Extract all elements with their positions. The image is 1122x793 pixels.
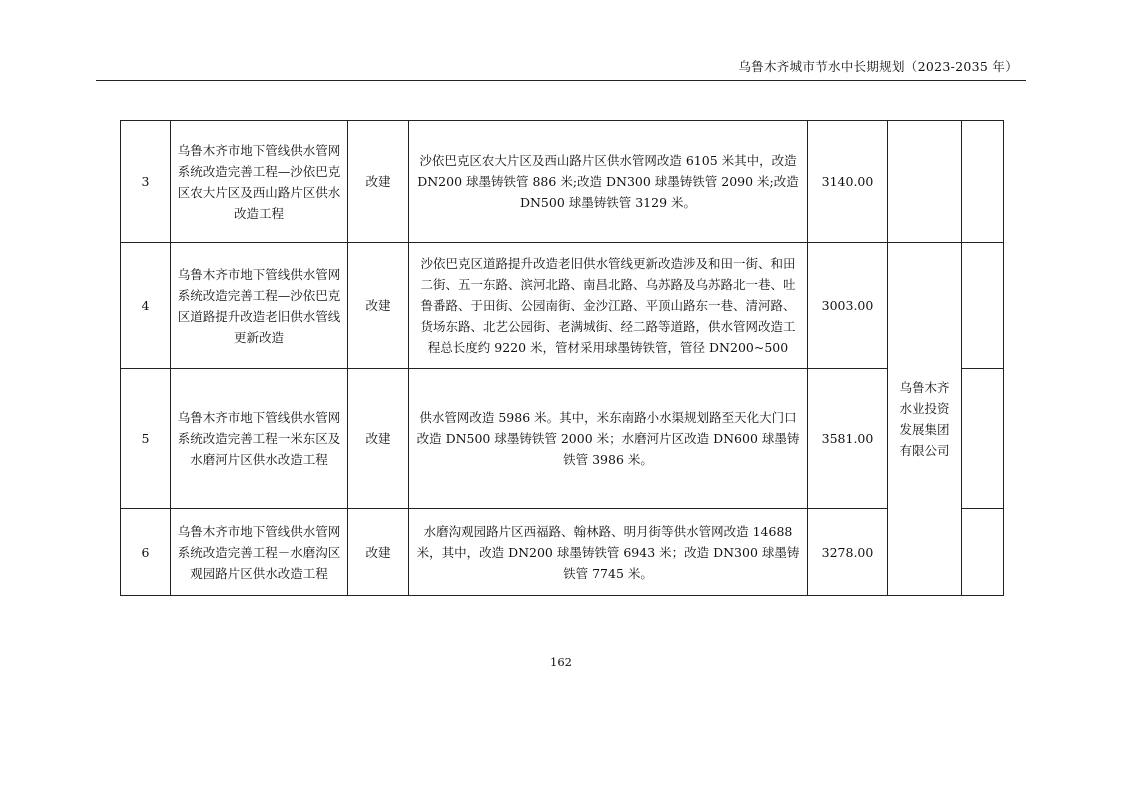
- page-header-title: 乌鲁木齐城市节水中长期规划（2023-2035 年）: [738, 59, 1018, 74]
- project-name: 乌鲁木齐市地下管线供水管网系统改造完善工程—沙依巴克区道路提升改造老旧供水管线更新改造: [171, 243, 348, 369]
- investment-amount: 3278.00: [808, 509, 888, 596]
- responsible-unit-empty: [888, 121, 962, 243]
- remarks-cell: [962, 369, 1004, 509]
- project-content: 沙依巴克区道路提升改造老旧供水管线更新改造涉及和田一街、和田二街、五一东路、滨河北路、南昌北路、乌苏路及乌苏路北一巷、吐鲁番路、于田街、公园南街、金沙江路、平顶山路东一巷、清河路、货场东路、北艺公园街、老满城街、经二路等道路，供水管网改造工程总长度约 9220 米，管材采用球墨铸铁管，管径 DN200~500: [409, 243, 808, 369]
- project-content: 沙依巴克区农大片区及西山路片区供水管网改造 6105 米其中，改造 DN200 球墨铸铁管 886 米;改造 DN300 球墨铸铁管 2090 米;改造 DN500 球墨铸铁管 3129 米。: [409, 121, 808, 243]
- investment-amount: 3003.00: [808, 243, 888, 369]
- table-row: [121, 369, 1004, 509]
- table-row: [121, 243, 1004, 369]
- row-number: 6: [121, 509, 171, 596]
- remarks-cell: [962, 509, 1004, 596]
- project-name: 乌鲁木齐市地下管线供水管网系统改造完善工程—沙依巴克区农大片区及西山路片区供水改造工程: [171, 121, 348, 243]
- project-table: [120, 120, 1004, 596]
- row-number: 3: [121, 121, 171, 243]
- responsible-unit: 乌鲁木齐水业投资发展集团有限公司: [888, 243, 962, 596]
- construction-type: 改建: [348, 369, 409, 509]
- project-content: 水磨沟观园路片区西福路、翰林路、明月街等供水管网改造 14688 米，其中，改造 DN200 球墨铸铁管 6943 米；改造 DN300 球墨铸铁管 7745 米。: [409, 509, 808, 596]
- table-row: [121, 509, 1004, 596]
- project-name: 乌鲁木齐市地下管线供水管网系统改造完善工程一米东区及水磨河片区供水改造工程: [171, 369, 348, 509]
- page-number: 162: [550, 655, 572, 669]
- table-row: [121, 121, 1004, 243]
- header-divider: [96, 80, 1026, 81]
- construction-type: 改建: [348, 121, 409, 243]
- investment-amount: 3581.00: [808, 369, 888, 509]
- remarks-cell: [962, 243, 1004, 369]
- construction-type: 改建: [348, 243, 409, 369]
- row-number: 4: [121, 243, 171, 369]
- construction-type: 改建: [348, 509, 409, 596]
- project-content: 供水管网改造 5986 米。其中，米东南路小水渠规划路至天化大门口改造 DN500 球墨铸铁管 2000 米；水磨河片区改造 DN600 球墨铸铁管 3986 米。: [409, 369, 808, 509]
- row-number: 5: [121, 369, 171, 509]
- remarks-cell: [962, 121, 1004, 243]
- investment-amount: 3140.00: [808, 121, 888, 243]
- project-name: 乌鲁木齐市地下管线供水管网系统改造完善工程－水磨沟区观园路片区供水改造工程: [171, 509, 348, 596]
